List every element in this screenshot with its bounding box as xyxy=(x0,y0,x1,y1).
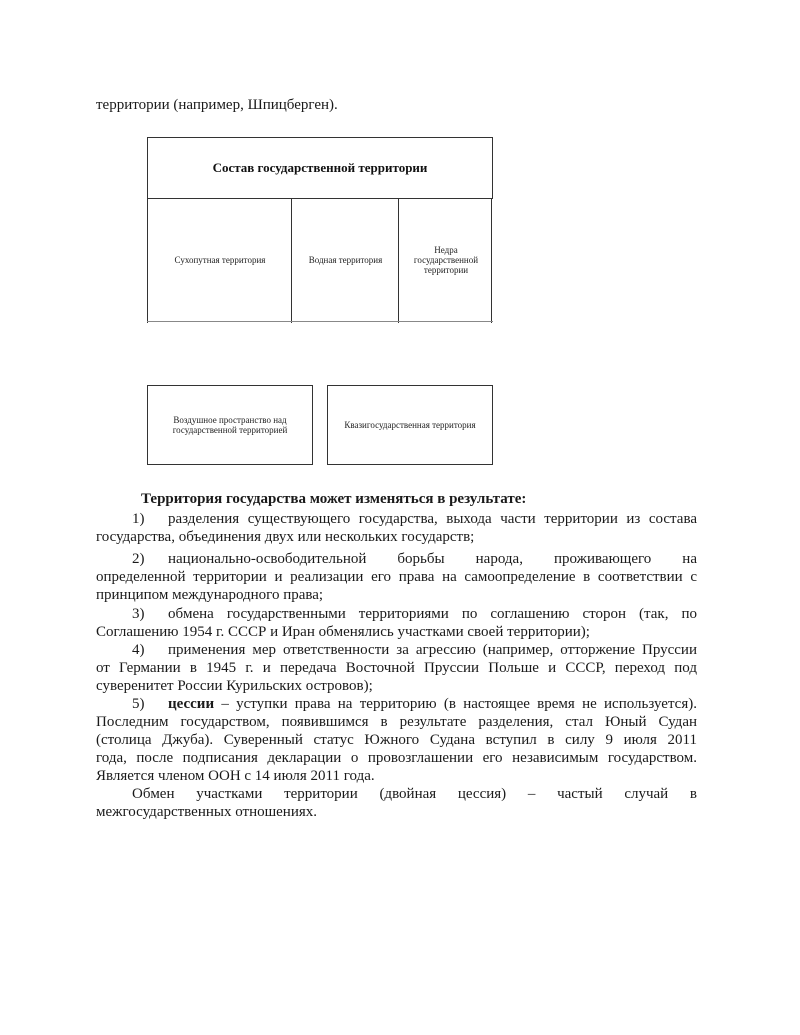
item-text: принципом международного права; xyxy=(96,587,324,603)
diagram-title: Состав государственной территории xyxy=(212,160,428,175)
diagram-box-quasi-label: Квазигосударственная территория xyxy=(344,420,476,430)
closing-text: межгосударственных отношениях. xyxy=(96,804,318,820)
item-text: – уступки права на территорию (в настоящее время не используется). xyxy=(214,696,697,712)
list-item xyxy=(96,605,697,641)
item-text: определенной территории и реализации его права на самоопределение в соответствии с xyxy=(96,569,697,585)
diagram-cell-land: Сухопутная территория xyxy=(174,255,266,265)
item-text: национально-освободительной борьбы народа, проживающего на xyxy=(168,551,697,567)
item-number: 4) xyxy=(132,642,145,658)
item-text: Последним государством, появившимся в результате разделения, стал Юный Судан xyxy=(96,714,697,730)
item-number: 1) xyxy=(132,511,145,527)
item-text: разделения существующего государства, выхода части территории из состава xyxy=(168,511,697,527)
diagram-cell-water: Водная территория xyxy=(308,255,383,265)
item-text: (столица Джуба). Суверенный статус Южного Судана вступил в силу 9 июля 2011 xyxy=(96,732,697,748)
item-text: применения мер ответственности за агрессию (например, отторжение Пруссии xyxy=(168,642,697,658)
item-text: обмена государственными территориями по соглашению сторон (так, по xyxy=(168,606,697,622)
item-term: цессии xyxy=(168,696,215,712)
list-item xyxy=(96,695,697,785)
item-text: Соглашению 1954 г. СССР и Иран обменялись участками своей территории); xyxy=(96,624,590,640)
item-text: Является членом ООН с 14 июля 2011 года. xyxy=(96,768,375,784)
section-heading: Территория государства может изменяться в результате: xyxy=(141,491,527,507)
closing-text: Обмен участками территории (двойная цессия) – частый случай в xyxy=(132,786,697,802)
diagram-box-airspace-label: Воздушное пространство над государственной территорией xyxy=(172,415,288,435)
item-number: 2) xyxy=(132,551,145,567)
diagram-cell-subsoil: Недра государственной территории xyxy=(413,245,479,275)
item-text: года, после подписания декларации о провозглашении его независимым государством. xyxy=(96,750,697,766)
continuation-text: территории (например, Шпицберген). xyxy=(96,97,338,113)
item-text: государства, объединения двух или нескольких государств; xyxy=(96,529,475,545)
item-text: суверенитет России Курильских островов); xyxy=(96,678,373,694)
item-text: от Германии в 1945 г. и передача Восточной Пруссии Польше и СССР, переход под xyxy=(96,660,697,676)
list-item xyxy=(96,641,697,695)
list-item xyxy=(96,510,697,546)
item-number: 5) xyxy=(132,696,145,712)
list-item xyxy=(96,550,697,604)
closing-paragraph xyxy=(96,785,697,821)
item-number: 3) xyxy=(132,606,145,622)
